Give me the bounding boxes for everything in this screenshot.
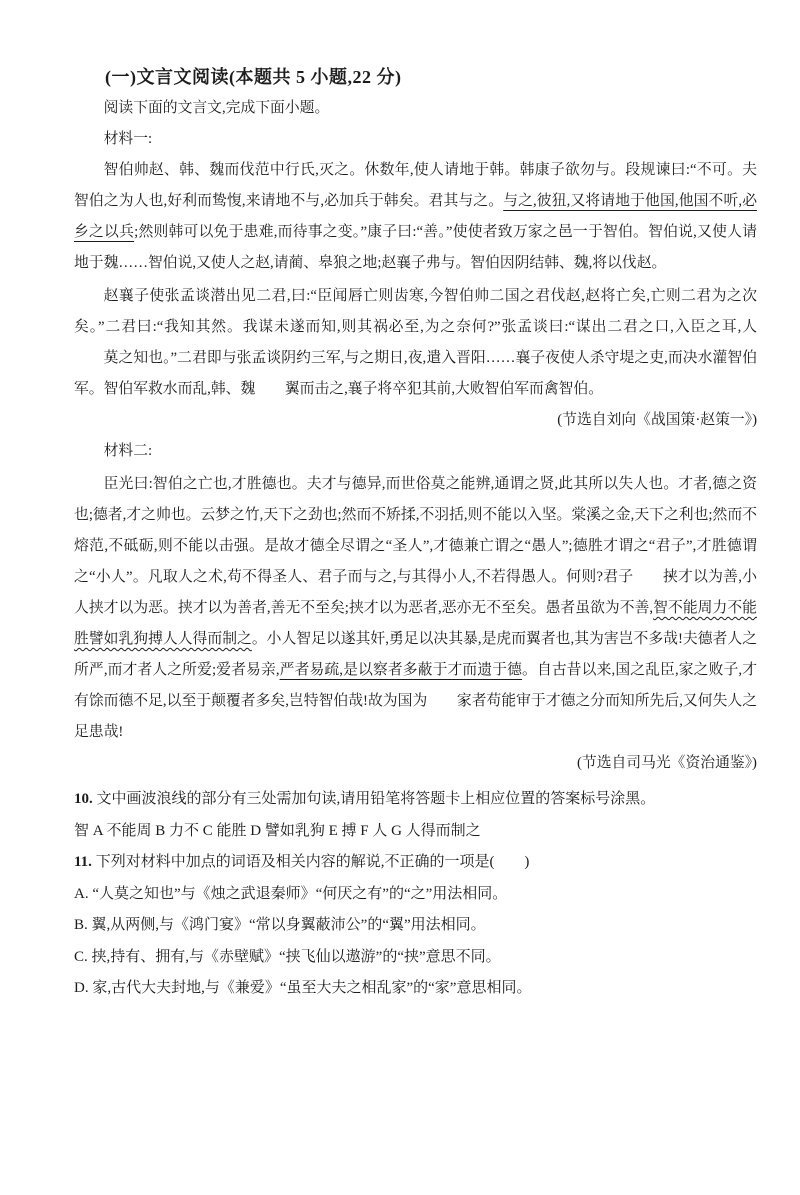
text-segment: 者苟能审于才德之分而知所先后,又何失人之足患哉! [74,693,758,740]
wavy-underlined-passage: 智不能周力不能胜譬如乳狗搏人人得而制之 [74,600,757,647]
text-segment: 而击之,襄子将卒犯其前,大败智伯军而禽智伯。 [299,381,604,397]
question-11-number: 11. [74,854,92,870]
option-a: A. “人莫之知也”与《烛之武退秦师》“何厌之有”的“之”用法相同。 [74,885,508,902]
material1-paragraph-2 [74,281,757,405]
text-segment: 之知也。”二君即与张孟谈阴约三军,与之期日,夜,遣入晋阳……襄子夜使人杀守堤之吏,而决水灌智伯军。智伯军救水而乱,韩、魏 [74,350,757,397]
dotted-char: 莫 • [74,343,118,374]
material1-paragraph-1 [74,155,757,279]
option-b: B. 翼,从两侧,与《鸿门宴》“常以身翼蔽沛公”的“翼”用法相同。 [74,917,486,933]
option-c: C. 挟,持有、拥有,与《赤壁赋》“挟飞仙以遨游”的“挟”意思不同。 [74,948,501,965]
underlined-passage: 与之,彼狃,又将请地于他国,他国不听,必乡之以兵 [74,193,757,240]
question-10-number: 10. [74,791,93,807]
text-segment: 臣光曰:智伯之亡也,才胜德也。夫才与德异,而世俗莫之能辨,通谓之贤,此其所以失人也。才者,德之资也;德者,才之帅也。云梦之竹,天下之劲也;然而不矫揉,不羽括,则不能以入坚。棠溪之金,天下之利也;然而不熔范,不砥砺,则不能以击强。是故才德全尽谓之“圣人”,才德兼亡谓之“愚人”;德胜才谓之“君子”,才胜德谓之“小人”。凡取人之术,苟不得圣人、君子而与之,与其得小人,不若得愚人。何则?君子 [74,476,757,585]
intro-text: 阅读下面的文言文,完成下面小题。 [103,100,330,116]
text-segment: ;然则韩可以免于患难,而待事之变。”康子曰:“善。”使使者致万家之邑一于智伯。智伯说,又使人请地于魏……智伯说,又使人之赵,请蔺、皋狼之地;赵襄子弗与。智伯因阴结韩、魏,将以伐赵。 [74,224,757,271]
question-11-text: 下列对材料中加点的词语及相关内容的解说,不正确的一项是( ) [91,854,530,870]
material2-label: 材料二: [103,443,153,459]
text-segment: 。自古昔以来,国之乱臣,家之败子,才有馀而德不足,以至于颠覆者多矣,岂特智伯哉!故为国为 [74,662,758,709]
section-heading: (一)文言文阅读(本题共 5 小题,22 分) [105,67,402,87]
dotted-char: 翼 • [255,374,299,405]
source-citation-1: (节选自刘向《战国策·赵策一》) [557,412,757,428]
underlined-passage: 严者易疏,是以察者多蔽于才而遗于德 [279,662,523,678]
material1-label: 材料一: [103,131,153,147]
text-segment: 赵襄子使张孟谈潜出见二君,曰:“臣闻唇亡则齿寒,今智伯帅二国之君伐赵,赵将亡矣,亡则二君为之次矣。”二君曰:“我知其然。我谋未遂而知,则其祸必至,为之奈何?”张孟谈曰:“谋出二君之口,入臣之耳,人 [74,288,757,335]
text-segment: 才以为善,小人挟才以为恶。挟才以为善者,善无不至矣;挟才以为恶者,恶亦无不至矣。愚者虽欲为不善, [74,569,757,616]
question-10 [74,784,757,816]
source-citation-2: (节选自司马光《资治通鉴》) [576,755,757,771]
option-d: D. 家,古代大夫封地,与《兼爱》“虽至大夫之相乱家”的“家”意思相同。 [74,980,532,996]
text-segment: 智伯帅赵、韩、魏而伐范中行氏,灭之。休数年,使人请地于韩。韩康子欲勿与。段规谏曰:“不可。夫智伯之为人也,好利而鸷愎,来请地不与,必加兵于韩矣。君其与之。 [74,162,757,209]
dotted-char: 家 • [427,686,471,717]
dotted-char: 挟 • [633,562,677,593]
exam-document-page [0,64,800,1195]
question-11 [74,847,757,879]
material2-paragraph-1 [74,469,757,748]
question-10-text: 文中画波浪线的部分有三处需加句读,请用铅笔将答题卡上相应位置的答案标号涂黑。 [92,791,656,807]
text-segment: 。小人智足以遂其奸,勇足以决其暴,是虎而翼者也,其为害岂不多哉!夫德者人之所严,而才者人之所爱;爱者易亲, [74,631,757,678]
question-10-sentence: 智 A 不能周 B 力不 C 能胜 D 譬如乳狗 E 搏 F 人 G 人得而制之 [74,822,481,839]
